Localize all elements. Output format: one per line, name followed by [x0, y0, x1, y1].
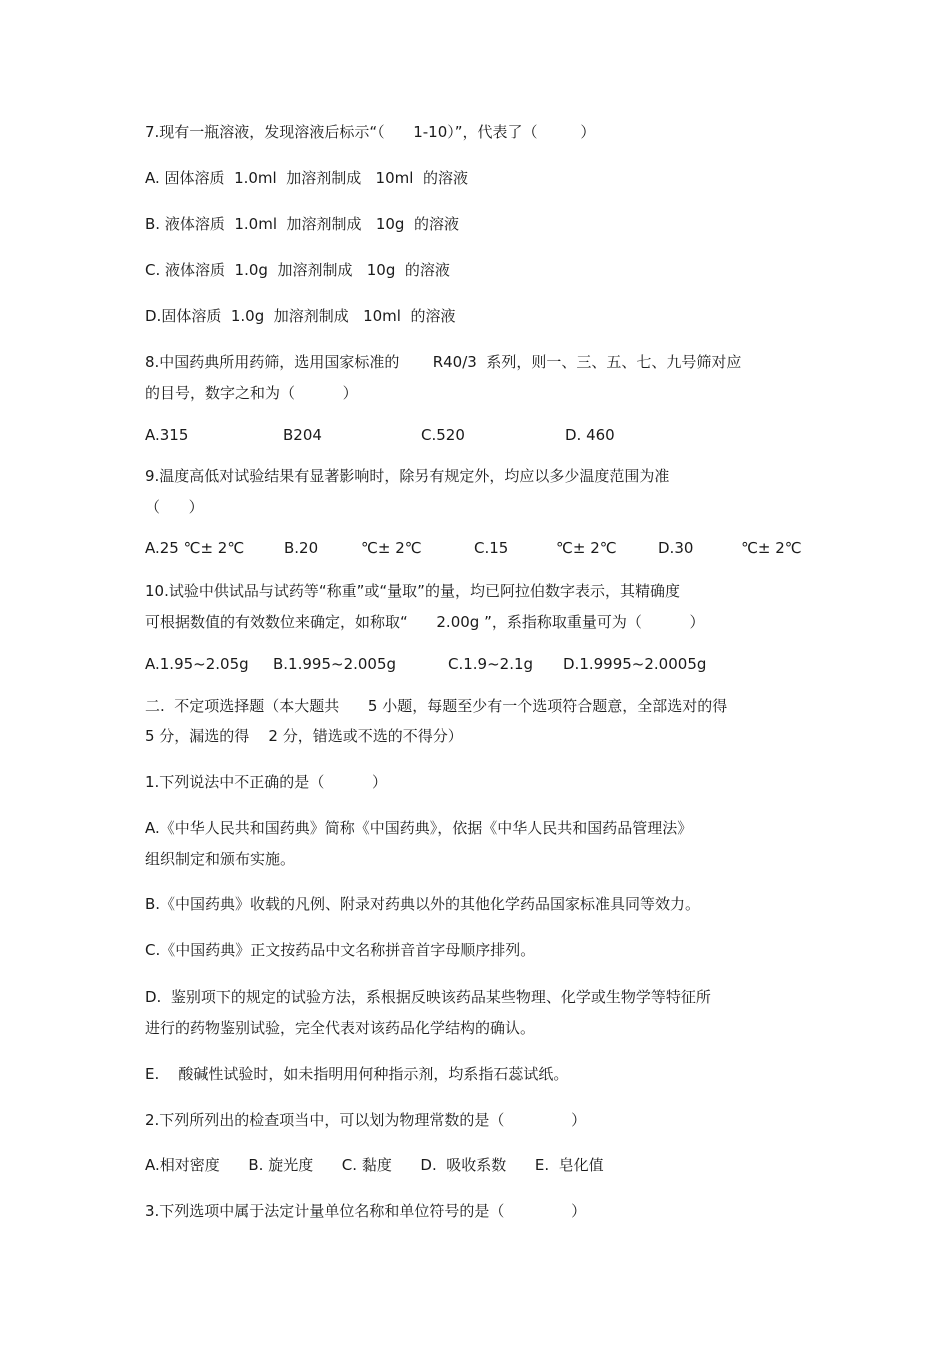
q10-option-a: A.1.95~2.05g — [145, 655, 249, 673]
q8-option-d: D. 460 — [565, 426, 615, 444]
q7-stem: 7.现有一瓶溶液，发现溶液后标示“（ 1-10）”，代表了（ ） — [145, 123, 596, 141]
q9-stem-line1: 9.温度高低对试验结果有显著影响时，除另有规定外，均应以多少温度范围为准 — [145, 467, 670, 485]
q10-stem-line2: 可根据数值的有效数位来确定，如称取“ 2.00g ”，系指称取重量可为（ ） — [145, 613, 705, 631]
q9-option-c: C.15 ℃± 2℃ — [474, 539, 617, 557]
q10-option-c: C.1.9~2.1g — [448, 655, 534, 673]
q8-option-b: B204 — [283, 426, 322, 444]
q10-option-b: B.1.995~2.005g — [273, 655, 397, 673]
q9-option-a: A.25 ℃± 2℃ — [145, 539, 245, 557]
s2q1-stem: 1.下列说法中不正确的是（ ） — [145, 773, 387, 791]
q7-option-b: B. 液体溶质 1.0ml 加溶剂制成 10g 的溶液 — [145, 215, 459, 233]
q7-option-c: C. 液体溶质 1.0g 加溶剂制成 10g 的溶液 — [145, 261, 450, 279]
q8-option-c: C.520 — [421, 426, 465, 444]
section2-heading-line2: 5 分，漏选的得 2 分，错选或不选的不得分） — [145, 727, 463, 745]
s2q1-option-d-line1: D. 鉴别项下的规定的试验方法，系根据反映该药品某些物理、化学或生物学等特征所 — [145, 988, 711, 1006]
s2q1-option-c: C.《中国药典》正文按药品中文名称拼音首字母顺序排列。 — [145, 941, 536, 959]
s2q3-stem: 3.下列选项中属于法定计量单位名称和单位符号的是（ ） — [145, 1202, 587, 1220]
q10-stem-line1: 10.试验中供试品与试药等“称重”或“量取”的量，均已阿拉伯数字表示，其精确度 — [145, 582, 680, 600]
q9-option-b: B.20 ℃± 2℃ — [284, 539, 422, 557]
s2q1-option-a-line2: 组织制定和颁布实施。 — [145, 850, 296, 868]
q9-stem-line2: （ ） — [145, 498, 204, 516]
q8-option-a: A.315 — [145, 426, 189, 444]
q8-stem-line1: 8.中国药典所用药筛，选用国家标准的 R40/3 系列，则一、三、五、七、九号筛对应 — [145, 353, 742, 371]
q8-stem-line2: 的目号，数字之和为（ ） — [145, 384, 358, 402]
q7-option-d: D.固体溶质 1.0g 加溶剂制成 10ml 的溶液 — [145, 307, 456, 325]
s2q1-option-e: E. 酸碱性试验时，如未指明用何种指示剂，均系指石蕊试纸。 — [145, 1065, 569, 1083]
section2-heading-line1: 二. 不定项选择题（本大题共 5 小题，每题至少有一个选项符合题意，全部选对的得 — [145, 697, 728, 715]
q9-option-d: D.30 ℃± 2℃ — [658, 539, 802, 557]
q10-option-d: D.1.9995~2.0005g — [563, 655, 707, 673]
s2q2-options: A.相对密度 B. 旋光度 C. 黏度 D. 吸收系数 E. 皂化值 — [145, 1156, 604, 1174]
s2q1-option-d-line2: 进行的药物鉴别试验，完全代表对该药品化学结构的确认。 — [145, 1019, 536, 1037]
q7-option-a: A. 固体溶质 1.0ml 加溶剂制成 10ml 的溶液 — [145, 169, 468, 187]
s2q1-option-b: B.《中国药典》收载的凡例、附录对药典以外的其他化学药品国家标准具同等效力。 — [145, 895, 701, 913]
s2q2-stem: 2.下列所列出的检查项当中，可以划为物理常数的是（ ） — [145, 1111, 587, 1129]
s2q1-option-a-line1: A.《中华人民共和国药典》简称《中国药典》，依据《中华人民共和国药品管理法》 — [145, 819, 693, 837]
